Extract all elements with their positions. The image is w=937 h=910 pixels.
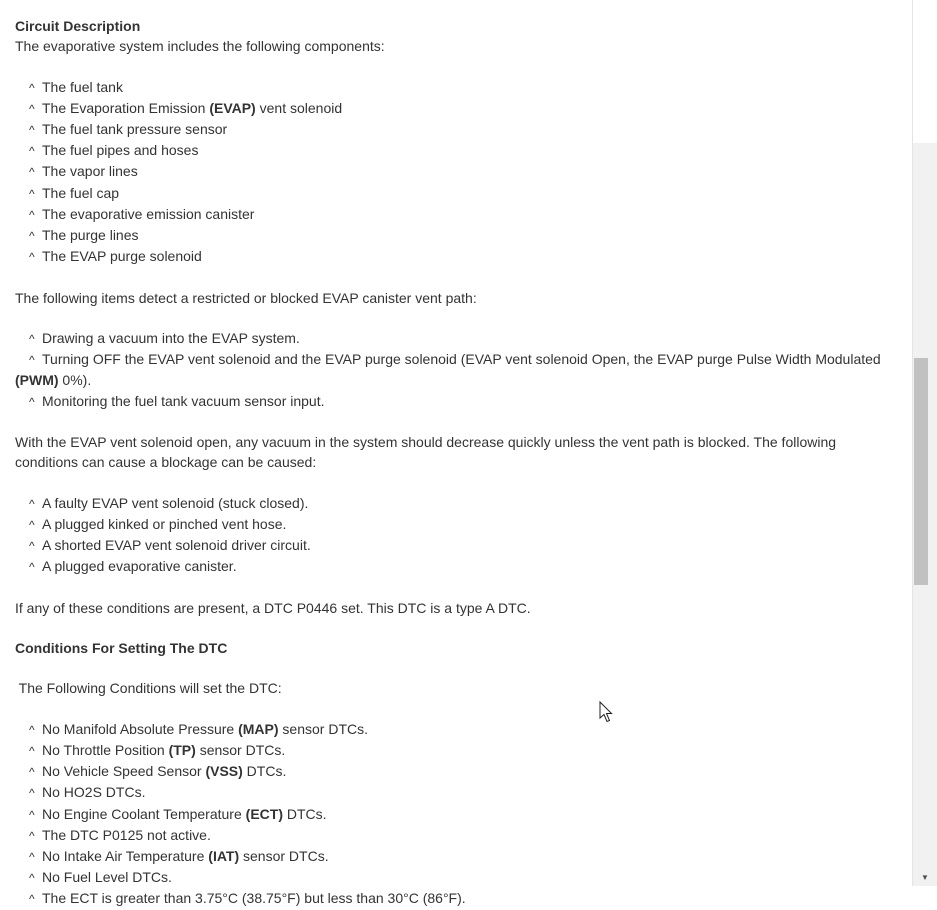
item-text: The fuel tank pressure sensor [42, 121, 228, 137]
caret-bullet-icon: ^ [29, 80, 35, 95]
bullet-item [15, 140, 900, 161]
caret-bullet-icon: ^ [29, 786, 35, 801]
caret-bullet-icon: ^ [29, 496, 35, 511]
bullet-item [15, 761, 900, 782]
caret-bullet-icon: ^ [29, 186, 35, 201]
spacer [15, 412, 900, 432]
mouse-pointer-icon [599, 701, 613, 723]
item-text: A faulty EVAP vent solenoid (stuck closed). [42, 494, 309, 511]
item-text: The EVAP purge solenoid [42, 248, 202, 265]
caret-bullet-icon: ^ [29, 229, 35, 244]
bullet-item [15, 514, 900, 535]
item-text: 0%). [58, 372, 92, 389]
bullet-item [15, 782, 900, 803]
scrollbar-thumb[interactable] [914, 358, 928, 585]
item-text: No Intake Air Temperature [42, 847, 209, 864]
item-text: DTCs. [282, 805, 327, 822]
item-text: sensor DTCs. [239, 847, 329, 864]
caret-bullet-icon: ^ [29, 250, 35, 265]
spacer [15, 308, 900, 328]
caret-bullet-icon: ^ [29, 560, 35, 575]
scrollbar-track-top [913, 0, 937, 143]
caret-bullet-icon: ^ [29, 743, 35, 758]
bullet-item [15, 119, 900, 140]
caret-bullet-icon: ^ [29, 849, 35, 864]
bullet-item [15, 204, 900, 225]
caret-bullet-icon: ^ [29, 207, 35, 222]
caret-bullet-icon: ^ [29, 722, 35, 737]
bullet-item [15, 825, 900, 846]
bullet-item [15, 246, 900, 267]
item-text: Monitoring the fuel tank vacuum sensor input. [42, 392, 325, 409]
item-text: DTCs. [242, 763, 287, 780]
spacer [15, 658, 900, 678]
detect-list [15, 328, 900, 412]
bold-abbreviation: (TP) [168, 741, 196, 758]
bold-abbreviation: (ECT) [245, 805, 283, 822]
item-text: vent solenoid [255, 99, 343, 116]
spacer [15, 699, 900, 719]
bullet-item [15, 183, 900, 204]
caret-bullet-icon: ^ [29, 394, 35, 409]
bullet-item [15, 740, 900, 761]
caret-bullet-icon: ^ [29, 165, 35, 180]
section-heading-conditions: Conditions For Setting The DTC [15, 639, 228, 656]
spacer [15, 56, 900, 76]
bullet-item [15, 225, 900, 246]
item-text: No Throttle Position [42, 741, 169, 758]
conditions-intro: The Following Conditions will set the DTC: [15, 680, 282, 697]
bullet-item [15, 535, 900, 556]
item-text: Turning OFF the EVAP vent solenoid and the EVAP purge solenoid (EVAP vent solenoid Open, the EVAP purge Pulse Width Modulated [42, 351, 881, 368]
caret-bullet-icon: ^ [29, 892, 35, 907]
caret-bullet-icon: ^ [29, 353, 35, 368]
item-text: The DTC P0125 not active. [42, 826, 211, 843]
item-text: No Vehicle Speed Sensor [42, 763, 206, 780]
bullet-item [15, 804, 900, 825]
item-text: sensor DTCs. [278, 720, 369, 737]
bold-abbreviation: (VSS) [205, 763, 243, 780]
bullet-item [15, 161, 900, 182]
caret-bullet-icon: ^ [29, 123, 35, 137]
caret-bullet-icon: ^ [29, 765, 35, 780]
item-text: The fuel cap [42, 184, 120, 201]
item-text: No Fuel Level DTCs. [42, 869, 172, 886]
caret-bullet-icon: ^ [29, 144, 35, 159]
item-text: The ECT is greater than 3.75°C (38.75°F) but less than 30°C (86°F). [42, 890, 466, 907]
bold-abbreviation: (IAT) [208, 847, 240, 864]
item-text: No Manifold Absolute Pressure [42, 720, 239, 737]
bullet-item [15, 888, 900, 909]
item-text: The Evaporation Emission [42, 99, 210, 116]
item-text: A plugged evaporative canister. [42, 558, 237, 575]
caret-bullet-icon: ^ [29, 871, 35, 886]
vertical-scrollbar[interactable] [912, 0, 937, 886]
spacer [15, 577, 900, 597]
caret-bullet-icon: ^ [29, 101, 35, 116]
item-text: The vapor lines [42, 163, 138, 180]
section-heading-circuit-description: Circuit Description [15, 18, 141, 34]
item-text: The fuel tank [42, 78, 123, 95]
document-body [15, 16, 900, 910]
caret-bullet-icon: ^ [29, 332, 35, 346]
bullet-item [15, 493, 900, 514]
bullet-item [15, 349, 900, 390]
caret-bullet-icon: ^ [29, 517, 35, 532]
bold-abbreviation: (PWM) [15, 372, 59, 389]
item-text: No HO2S DTCs. [42, 784, 146, 801]
detect-intro: The following items detect a restricted or blocked EVAP canister vent path: [15, 289, 477, 306]
bullet-item [15, 846, 900, 867]
item-text: The fuel pipes and hoses [42, 142, 199, 159]
conditions-list [15, 719, 900, 910]
bold-abbreviation: (MAP) [238, 720, 279, 737]
components-intro: The evaporative system includes the following components: [15, 38, 385, 55]
bullet-item [15, 98, 900, 119]
item-text: A shorted EVAP vent solenoid driver circuit. [42, 537, 311, 553]
caret-bullet-icon: ^ [29, 828, 35, 843]
bullet-item [15, 719, 900, 740]
dtc-statement: If any of these conditions are present, a DTC P0446 set. This DTC is a type A DTC. [15, 599, 531, 616]
item-text: A plugged kinked or pinched vent hose. [42, 515, 287, 532]
item-text: No Engine Coolant Temperature [42, 805, 246, 822]
caret-bullet-icon: ^ [29, 539, 35, 553]
caret-bullet-icon: ^ [29, 807, 35, 822]
vent-paragraph: With the EVAP vent solenoid open, any vacuum in the system should decrease quickly unless the vent path is blocked. The following conditions can cause a blockage can be caused: [15, 434, 837, 471]
bold-abbreviation: (EVAP) [209, 99, 256, 116]
bullet-item [15, 556, 900, 577]
bullet-item [15, 391, 900, 412]
spacer [15, 472, 900, 492]
scroll-down-arrow-icon[interactable]: ▼ [921, 873, 929, 882]
item-text: Drawing a vacuum into the EVAP system. [42, 330, 300, 346]
blockage-list [15, 493, 900, 578]
item-text: The purge lines [42, 227, 139, 244]
spacer [15, 267, 900, 287]
components-list [15, 77, 900, 268]
item-text: sensor DTCs. [195, 741, 286, 758]
bullet-item [15, 867, 900, 888]
bullet-item [15, 77, 900, 98]
item-text: The evaporative emission canister [42, 205, 255, 222]
scroll-up-arrow-icon[interactable]: ▲ [921, 4, 929, 13]
spacer [15, 618, 900, 638]
bullet-item [15, 328, 900, 349]
